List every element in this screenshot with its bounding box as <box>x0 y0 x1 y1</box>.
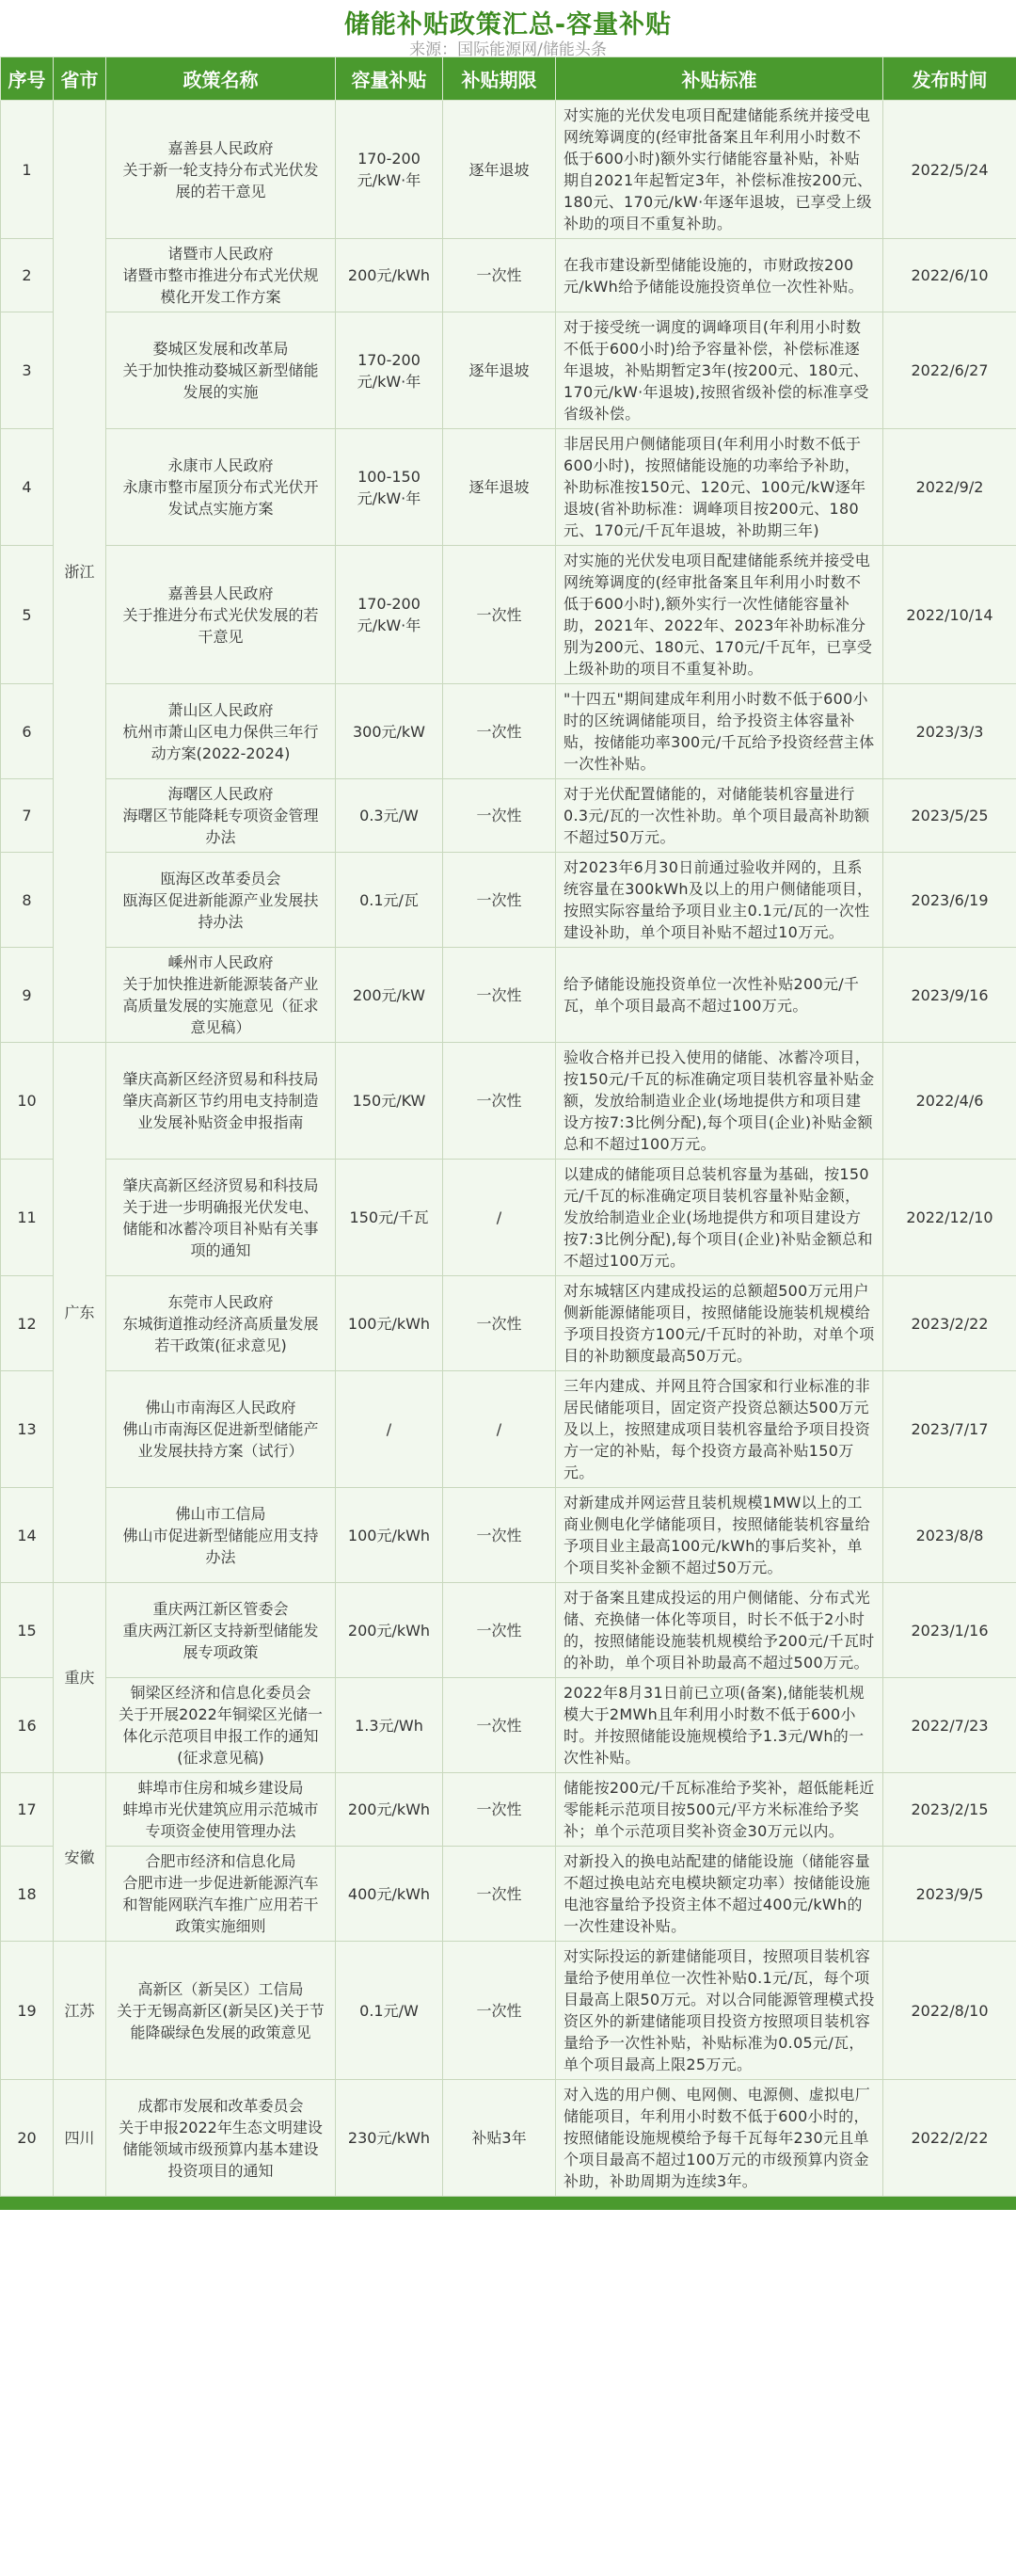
row-number: 1 <box>1 101 54 239</box>
table-row <box>1 546 1016 684</box>
policy-name-cell <box>106 1847 336 1942</box>
subsidy-standard-cell: 对入选的用户侧、电网侧、电源侧、虚拟电厂储能项目，年利用小时数不低于600小时的，按照储能设施规模给予每千瓦每年230元且单个项目最高不超过100万元的市级预算内资金补助，补助周期为连续3年。 <box>556 2080 883 2197</box>
policy-issuer: 肇庆高新区经济贸易和科技局 <box>122 1176 319 1194</box>
subsidy-term-cell: 一次性 <box>443 684 556 779</box>
policy-title: 关于进一步明确报光伏发电、储能和冰蓄冷项目补贴有关事项的通知 <box>122 1197 319 1259</box>
publish-date-cell: 2022/8/10 <box>883 1942 1016 2080</box>
capacity-subsidy-cell: 100-150元/kW·年 <box>336 429 443 546</box>
policy-title: 关于加快推动婺城区新型储能发展的实施 <box>122 361 319 401</box>
province-cell: 江苏 <box>54 1942 106 2080</box>
subsidy-standard-cell: 对东城辖区内建成投运的总额超500万元用户侧新能源储能项目，按照储能设施装机规模给予项目投资方100元/千瓦时的补助，对单个项目的补助额度最高50万元。 <box>556 1276 883 1371</box>
policy-title: 杭州市萧山区电力保供三年行动方案(2022-2024) <box>122 722 319 762</box>
policy-issuer: 嘉善县人民政府 <box>167 138 274 157</box>
policy-name-cell <box>106 546 336 684</box>
publish-date-cell: 2023/9/16 <box>883 948 1016 1043</box>
table-row <box>1 1583 1016 1678</box>
subsidy-standard-cell: 三年内建成、并网且符合国家和行业标准的非居民储能项目，固定资产投资总额达500万元及以上，按照建成项目装机容量给予项目投资方一定的补贴，每个投资方最高补贴150万元。 <box>556 1371 883 1488</box>
table-row <box>1 779 1016 853</box>
policy-issuer: 嵊州市人民政府 <box>167 953 274 971</box>
publish-date-cell: 2022/10/14 <box>883 546 1016 684</box>
capacity-subsidy-cell: 200元/kW <box>336 948 443 1043</box>
capacity-subsidy-cell: 0.1元/W <box>336 1942 443 2080</box>
subsidy-term-cell: 逐年退坡 <box>443 312 556 429</box>
header-seq: 序号 <box>1 57 54 101</box>
header-row <box>1 57 1016 101</box>
capacity-subsidy-cell: 200元/kWh <box>336 1773 443 1847</box>
table-row <box>1 1043 1016 1160</box>
policy-name-cell <box>106 1773 336 1847</box>
province-cell: 四川 <box>54 2080 106 2197</box>
policy-issuer: 海曙区人民政府 <box>167 785 274 803</box>
policy-name-cell <box>106 1371 336 1488</box>
publish-date-cell: 2023/2/22 <box>883 1276 1016 1371</box>
row-number: 5 <box>1 546 54 684</box>
table-row <box>1 2080 1016 2197</box>
table-row <box>1 1276 1016 1371</box>
policy-issuer: 蚌埠市住房和城乡建设局 <box>137 1779 304 1797</box>
subsidy-standard-cell: 对于备案且建成投运的用户侧储能、分布式光储、充换储一体化等项目，时长不低于2小时的，按照储能设施装机规模给予200元/千瓦时的补助，单个项目补助最高不超过500万元。 <box>556 1583 883 1678</box>
capacity-subsidy-cell: 150元/KW <box>336 1043 443 1160</box>
row-number: 2 <box>1 239 54 312</box>
policy-title: 关于无锡高新区(新吴区)关于节能降碳绿色发展的政策意见 <box>117 2001 325 2041</box>
row-number: 13 <box>1 1371 54 1488</box>
subsidy-standard-cell: 对实际投运的新建储能项目，按照项目装机容量给予使用单位一次性补贴0.1元/瓦，每个项目最高上限50万元。对以合同能源管理模式投资区外的新建储能项目投资方按照项目装机容量给予一次性补贴，补贴标准为0.05元/瓦，单个项目最高上限25万元。 <box>556 1942 883 2080</box>
page-header <box>0 0 1016 59</box>
row-number: 9 <box>1 948 54 1043</box>
subsidy-term-cell: 一次性 <box>443 948 556 1043</box>
subsidy-standard-cell: 对实施的光伏发电项目配建储能系统并接受电网统筹调度的(经审批备案且年利用小时数不低于600小时),额外实行一次性储能容量补助，2021年、2022年、2023年补助标准分别为200元、180元、170元/千瓦年，已享受上级补助的项目不重复补助。 <box>556 546 883 684</box>
publish-date-cell: 2023/8/8 <box>883 1488 1016 1583</box>
table-row <box>1 101 1016 239</box>
policy-issuer: 肇庆高新区经济贸易和科技局 <box>122 1070 319 1088</box>
table-row <box>1 239 1016 312</box>
publish-date-cell: 2023/1/16 <box>883 1583 1016 1678</box>
row-number: 8 <box>1 853 54 948</box>
capacity-subsidy-cell: 150元/千瓦 <box>336 1160 443 1276</box>
capacity-subsidy-cell: / <box>336 1371 443 1488</box>
policy-title: 东城街道推动经济高质量发展若干政策(征求意见) <box>122 1314 319 1354</box>
subsidy-term-cell: 一次性 <box>443 1043 556 1160</box>
policy-issuer: 永康市人民政府 <box>167 456 274 474</box>
subsidy-standard-cell: 给予储能设施投资单位一次性补贴200元/千瓦，单个项目最高不超过100万元。 <box>556 948 883 1043</box>
row-number: 14 <box>1 1488 54 1583</box>
policy-name-cell <box>106 684 336 779</box>
policy-name-cell <box>106 948 336 1043</box>
policy-issuer: 佛山市工信局 <box>175 1504 266 1523</box>
row-number: 3 <box>1 312 54 429</box>
province-cell: 浙江 <box>54 101 106 1043</box>
province-cell: 安徽 <box>54 1773 106 1942</box>
policy-title: 肇庆高新区节约用电支持制造业发展补贴资金申报指南 <box>122 1092 319 1131</box>
publish-date-cell: 2023/9/5 <box>883 1847 1016 1942</box>
policy-issuer: 佛山市南海区人民政府 <box>145 1399 296 1416</box>
subsidy-standard-cell: 2022年8月31日前已立项(备案),储能装机规模大于2MWh且年利用小时数不低于600小时。并按照储能设施规模给予1.3元/Wh的一次性补贴。 <box>556 1678 883 1773</box>
header-date: 发布时间 <box>883 57 1016 101</box>
policy-title: 诸暨市整市推进分布式光伏规模化开发工作方案 <box>122 266 319 306</box>
policy-issuer: 嘉善县人民政府 <box>167 584 274 602</box>
subsidy-term-cell: 一次性 <box>443 853 556 948</box>
publish-date-cell: 2022/9/2 <box>883 429 1016 546</box>
publish-date-cell: 2023/6/19 <box>883 853 1016 948</box>
publish-date-cell: 2022/4/6 <box>883 1043 1016 1160</box>
table-row <box>1 312 1016 429</box>
publish-date-cell: 2022/6/27 <box>883 312 1016 429</box>
policy-issuer: 铜梁区经济和信息化委员会 <box>130 1684 311 1702</box>
publish-date-cell: 2022/12/10 <box>883 1160 1016 1276</box>
capacity-subsidy-cell: 230元/kWh <box>336 2080 443 2197</box>
header-term: 补贴期限 <box>443 57 556 101</box>
policy-issuer: 诸暨市人民政府 <box>167 245 274 263</box>
row-number: 6 <box>1 684 54 779</box>
publish-date-cell: 2023/7/17 <box>883 1371 1016 1488</box>
table-row <box>1 948 1016 1043</box>
publish-date-cell: 2022/6/10 <box>883 239 1016 312</box>
table-row <box>1 429 1016 546</box>
subsidy-standard-cell: 对实施的光伏发电项目配建储能系统并接受电网统筹调度的(经审批备案且年利用小时数不低于600小时)额外实行储能容量补贴，补贴期自2021年起暂定3年，补偿标准按200元、180元、170元/kW·年逐年退坡，已享受上级补助的项目不重复补助。 <box>556 101 883 239</box>
policy-title: 关于开展2022年铜梁区光储一体化示范项目申报工作的通知(征求意见稿) <box>119 1705 323 1767</box>
policy-name-cell <box>106 2080 336 2197</box>
capacity-subsidy-cell: 100元/kWh <box>336 1276 443 1371</box>
province-cell: 广东 <box>54 1043 106 1583</box>
row-number: 7 <box>1 779 54 853</box>
policy-title: 关于申报2022年生态文明建设储能领域市级预算内基本建设投资项目的通知 <box>119 2118 323 2180</box>
province-cell: 重庆 <box>54 1583 106 1773</box>
subsidy-standard-cell: 非居民用户侧储能项目(年利用小时数不低于600小时)，按照储能设施的功率给予补助，补助标准按150元、120元、100元/kW逐年退坡(省补助标准：调峰项目按200元、180元、170元/千瓦年退坡，补助期三年) <box>556 429 883 546</box>
policy-issuer: 婺城区发展和改革局 <box>152 340 289 358</box>
policy-issuer: 高新区（新吴区）工信局 <box>137 1979 304 1998</box>
publish-date-cell: 2023/5/25 <box>883 779 1016 853</box>
row-number: 15 <box>1 1583 54 1678</box>
table-row <box>1 684 1016 779</box>
row-number: 20 <box>1 2080 54 2197</box>
subsidy-term-cell: 一次性 <box>443 779 556 853</box>
policy-title: 佛山市促进新型储能应用支持办法 <box>122 1526 319 1566</box>
policy-issuer: 萧山区人民政府 <box>167 700 274 719</box>
policy-title: 永康市整市屋顶分布式光伏开发试点实施方案 <box>122 478 319 518</box>
subsidy-term-cell: 逐年退坡 <box>443 101 556 239</box>
policy-name-cell <box>106 429 336 546</box>
publish-date-cell: 2022/7/23 <box>883 1678 1016 1773</box>
source-note: 来源：国际能源网/储能头条 <box>409 40 607 59</box>
policy-title: 关于加快推进新能源装备产业高质量发展的实施意见（征求意见稿） <box>122 975 319 1036</box>
policy-title: 佛山市南海区促进新型储能产业发展扶持方案（试行） <box>122 1420 319 1460</box>
publish-date-cell: 2022/5/24 <box>883 101 1016 239</box>
subsidy-standard-cell: 以建成的储能项目总装机容量为基础，按150元/千瓦的标准确定项目装机容量补贴金额，发放给制造业企业(场地提供方和项目建设方按7:3比例分配),每个项目(企业)补贴金额总和不超过100万元。 <box>556 1160 883 1276</box>
publish-date-cell: 2023/3/3 <box>883 684 1016 779</box>
table-row <box>1 1773 1016 1847</box>
policy-name-cell <box>106 853 336 948</box>
row-number: 17 <box>1 1773 54 1847</box>
subsidy-standard-cell: 对新建成并网运营且装机规模1MW以上的工商业侧电化学储能项目，按照储能装机容量给予项目业主最高100元/kWh的事后奖补，单个项目奖补金额不超过50万元。 <box>556 1488 883 1583</box>
subsidy-standard-cell: 验收合格并已投入使用的储能、冰蓄冷项目，按150元/千瓦的标准确定项目装机容量补贴金额，发放给制造业企业(场地提供方和项目建设方按7:3比例分配),每个项目(企业)补贴金额总和不超过100万元。 <box>556 1043 883 1160</box>
capacity-subsidy-cell: 100元/kWh <box>336 1488 443 1583</box>
policy-name-cell <box>106 1583 336 1678</box>
policy-issuer: 东莞市人民政府 <box>167 1292 274 1311</box>
policy-title: 瓯海区促进新能源产业发展扶持办法 <box>122 890 319 931</box>
policy-issuer: 成都市发展和改革委员会 <box>137 2096 304 2115</box>
policy-name-cell <box>106 101 336 239</box>
table-row <box>1 1488 1016 1583</box>
policy-name-cell <box>106 1160 336 1276</box>
page-title: 储能补贴政策汇总-容量补贴 <box>343 10 673 40</box>
policy-issuer: 重庆两江新区管委会 <box>152 1599 289 1618</box>
subsidy-standard-cell: 储能按200元/千瓦标准给予奖补，超低能耗近零能耗示范项目按500元/平方米标准给予奖补；单个示范项目奖补资金30万元以内。 <box>556 1773 883 1847</box>
capacity-subsidy-cell: 170-200元/kW·年 <box>336 546 443 684</box>
table-body <box>1 101 1016 2197</box>
capacity-subsidy-cell: 200元/kWh <box>336 1583 443 1678</box>
row-number: 4 <box>1 429 54 546</box>
header-standard: 补贴标准 <box>556 57 883 101</box>
row-number: 19 <box>1 1942 54 2080</box>
policy-title: 蚌埠市光伏建筑应用示范城市专项资金使用管理办法 <box>122 1800 319 1840</box>
subsidy-term-cell: / <box>443 1160 556 1276</box>
subsidy-standard-cell: 对新投入的换电站配建的储能设施（储能容量不超过换电站充电模块额定功率）按储能设施电池容量给予投资主体不超过400元/kWh的一次性建设补贴。 <box>556 1847 883 1942</box>
table-row <box>1 1847 1016 1942</box>
policy-issuer: 合肥市经济和信息化局 <box>145 1852 296 1870</box>
policy-title: 海曙区节能降耗专项资金管理办法 <box>122 807 319 846</box>
publish-date-cell: 2022/2/22 <box>883 2080 1016 2197</box>
policy-name-cell <box>106 1488 336 1583</box>
subsidy-term-cell: 一次性 <box>443 239 556 312</box>
header-capacity-subsidy: 容量补贴 <box>336 57 443 101</box>
subsidy-term-cell: 一次性 <box>443 1276 556 1371</box>
capacity-subsidy-cell: 200元/kWh <box>336 239 443 312</box>
subsidy-standard-cell: 对于接受统一调度的调峰项目(年利用小时数不低于600小时)给予容量补偿，补偿标准逐年退坡，补贴期暂定3年(按200元、180元、170元/kW·年退坡),按照省级补偿的标准享受省级补偿。 <box>556 312 883 429</box>
publish-date-cell: 2023/2/15 <box>883 1773 1016 1847</box>
policy-name-cell <box>106 312 336 429</box>
subsidy-term-cell: / <box>443 1371 556 1488</box>
footer-bar <box>0 2197 1016 2210</box>
row-number: 12 <box>1 1276 54 1371</box>
table-row <box>1 1160 1016 1276</box>
subsidy-standard-cell: 对2023年6月30日前通过验收并网的，且系统容量在300kWh及以上的用户侧储能项目，按照实际容量给予项目业主0.1元/瓦的一次性建设补助，单个项目补贴不超过10万元。 <box>556 853 883 948</box>
row-number: 11 <box>1 1160 54 1276</box>
subsidy-standard-cell: 在我市建设新型储能设施的，市财政按200元/kWh给予储能设施投资单位一次性补贴。 <box>556 239 883 312</box>
policy-name-cell <box>106 1043 336 1160</box>
subsidy-standard-cell: 对于光伏配置储能的，对储能装机容量进行0.3元/瓦的一次性补助。单个项目最高补助额不超过50万元。 <box>556 779 883 853</box>
subsidy-term-cell: 一次性 <box>443 1942 556 2080</box>
subsidy-term-cell: 一次性 <box>443 1773 556 1847</box>
table-row <box>1 1371 1016 1488</box>
policy-table <box>0 56 1016 2197</box>
capacity-subsidy-cell: 0.3元/W <box>336 779 443 853</box>
policy-name-cell <box>106 239 336 312</box>
policy-name-cell <box>106 1678 336 1773</box>
row-number: 18 <box>1 1847 54 1942</box>
policy-title: 关于推进分布式光伏发展的若干意见 <box>122 605 319 646</box>
policy-name-cell <box>106 1276 336 1371</box>
capacity-subsidy-cell: 170-200元/kW·年 <box>336 101 443 239</box>
subsidy-term-cell: 一次性 <box>443 546 556 684</box>
table-row <box>1 853 1016 948</box>
row-number: 10 <box>1 1043 54 1160</box>
table-row <box>1 1678 1016 1773</box>
policy-title: 合肥市进一步促进新能源汽车和智能网联汽车推广应用若干政策实施细则 <box>122 1874 319 1935</box>
policy-name-cell <box>106 779 336 853</box>
subsidy-term-cell: 一次性 <box>443 1488 556 1583</box>
table-header <box>1 57 1016 101</box>
capacity-subsidy-cell: 300元/kW <box>336 684 443 779</box>
capacity-subsidy-cell: 400元/kWh <box>336 1847 443 1942</box>
header-policy: 政策名称 <box>106 57 336 101</box>
capacity-subsidy-cell: 1.3元/Wh <box>336 1678 443 1773</box>
policy-name-cell <box>106 1942 336 2080</box>
subsidy-standard-cell: "十四五"期间建成年利用小时数不低于600小时的区统调储能项目，给予投资主体容量补贴，按储能功率300元/千瓦给予投资经营主体一次性补贴。 <box>556 684 883 779</box>
subsidy-term-cell: 一次性 <box>443 1847 556 1942</box>
subsidy-term-cell: 逐年退坡 <box>443 429 556 546</box>
subsidy-term-cell: 一次性 <box>443 1678 556 1773</box>
policy-issuer: 瓯海区改革委员会 <box>160 869 281 888</box>
header-province: 省市 <box>54 57 106 101</box>
capacity-subsidy-cell: 170-200元/kW·年 <box>336 312 443 429</box>
capacity-subsidy-cell: 0.1元/瓦 <box>336 853 443 948</box>
row-number: 16 <box>1 1678 54 1773</box>
subsidy-term-cell: 补贴3年 <box>443 2080 556 2197</box>
table-row <box>1 1942 1016 2080</box>
policy-title: 关于新一轮支持分布式光伏发展的若干意见 <box>122 160 319 200</box>
policy-title: 重庆两江新区支持新型储能发展专项政策 <box>122 1621 319 1661</box>
subsidy-term-cell: 一次性 <box>443 1583 556 1678</box>
